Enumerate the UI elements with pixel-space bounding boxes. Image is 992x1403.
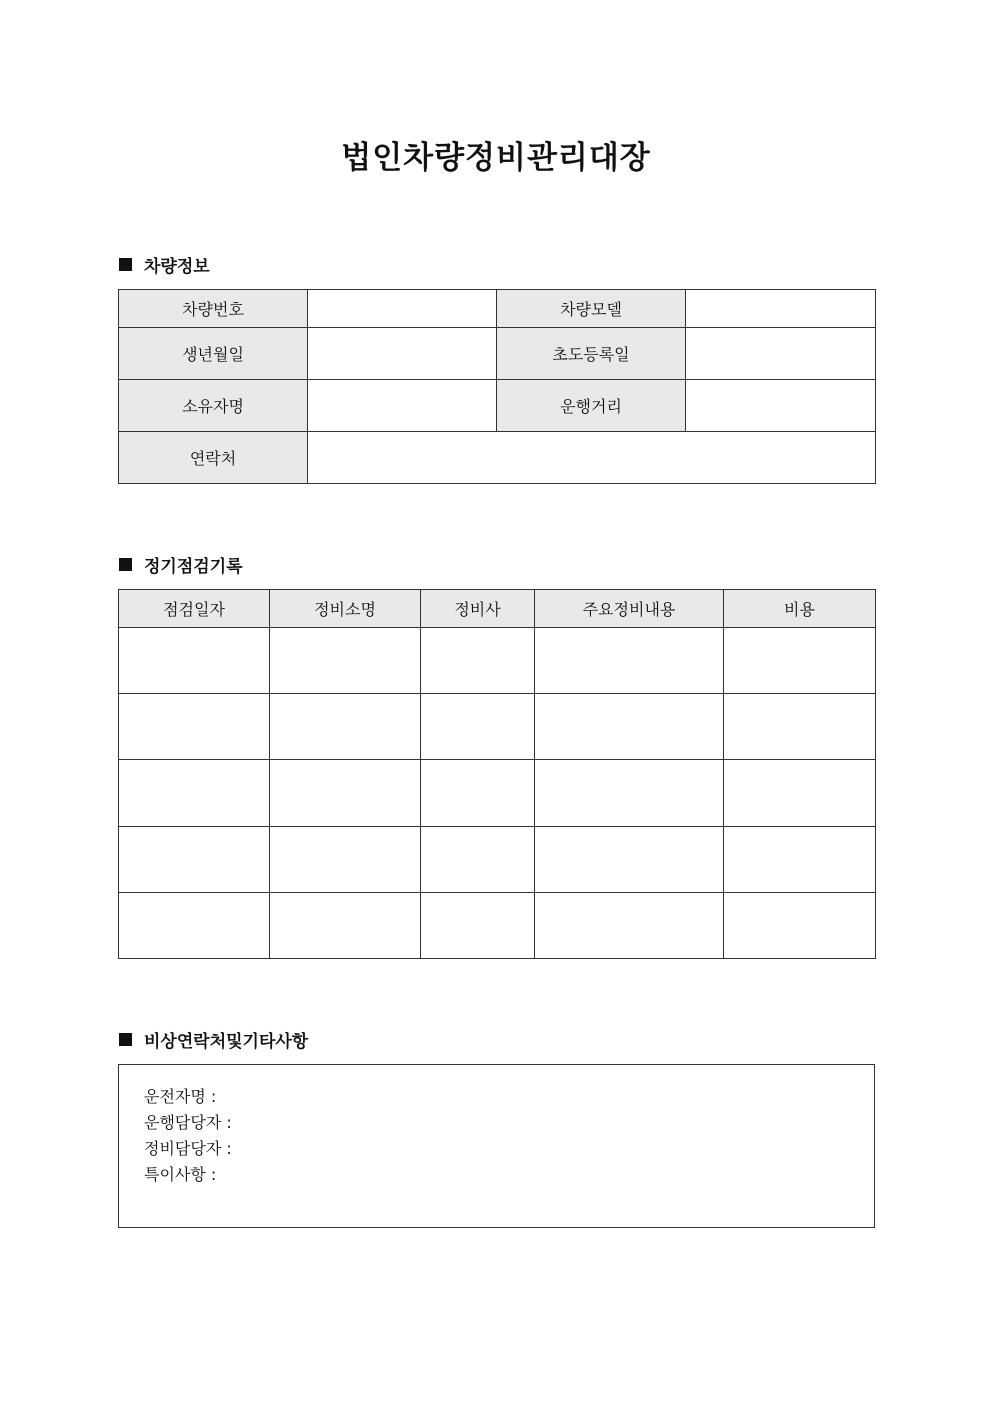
value-owner[interactable] (308, 380, 497, 432)
table-cell[interactable] (724, 694, 876, 760)
column-header-shop: 정비소명 (270, 590, 421, 628)
table-cell[interactable] (724, 827, 876, 893)
memo-line-operation-manager: 운행담당자 : (144, 1113, 232, 1132)
label-contact: 연락처 (119, 432, 308, 484)
memo-box[interactable] (118, 1064, 875, 1228)
table-cell[interactable] (535, 694, 724, 760)
square-bullet-icon (119, 558, 132, 571)
memo-line-notes: 특이사항 : (144, 1165, 217, 1184)
table-cell[interactable] (421, 694, 535, 760)
table-cell[interactable] (119, 893, 270, 959)
value-plate-no[interactable] (308, 290, 497, 328)
value-model[interactable] (686, 290, 876, 328)
table-cell[interactable] (421, 827, 535, 893)
column-header-mechanic: 정비사 (421, 590, 535, 628)
label-birthdate: 생년월일 (119, 328, 308, 380)
square-bullet-icon (119, 1033, 132, 1046)
table-cell[interactable] (270, 628, 421, 694)
table-cell[interactable] (270, 827, 421, 893)
value-mileage[interactable] (686, 380, 876, 432)
table-cell[interactable] (119, 760, 270, 827)
label-first-reg: 초도등록일 (497, 328, 686, 380)
table-cell[interactable] (421, 628, 535, 694)
section-heading-label: 비상연락처및기타사항 (144, 1031, 309, 1052)
table-cell[interactable] (724, 628, 876, 694)
table-cell[interactable] (724, 893, 876, 959)
section-heading-label: 정기점검기록 (144, 556, 243, 577)
table-cell[interactable] (270, 694, 421, 760)
table-cell[interactable] (119, 694, 270, 760)
value-birthdate[interactable] (308, 328, 497, 380)
section-heading-inspection (119, 552, 243, 576)
label-model: 차량모델 (497, 290, 686, 328)
table-cell[interactable] (535, 628, 724, 694)
table-row (119, 628, 876, 694)
table-cell[interactable] (270, 760, 421, 827)
section-heading-vehicle (119, 252, 210, 276)
table-cell[interactable] (421, 760, 535, 827)
table-cell[interactable] (421, 893, 535, 959)
table-cell[interactable] (535, 827, 724, 893)
table-row (119, 893, 876, 959)
label-plate-no: 차량번호 (119, 290, 308, 328)
section-heading-memo (119, 1027, 308, 1051)
vehicle-info-table (118, 289, 876, 484)
label-owner: 소유자명 (119, 380, 308, 432)
square-bullet-icon (119, 258, 132, 271)
column-header-cost: 비용 (724, 590, 876, 628)
table-cell[interactable] (270, 893, 421, 959)
table-cell[interactable] (724, 760, 876, 827)
table-cell[interactable] (119, 628, 270, 694)
table-cell[interactable] (535, 893, 724, 959)
table-row (119, 694, 876, 760)
memo-line-driver: 운전자명 : (144, 1087, 217, 1106)
table-row (119, 760, 876, 827)
column-header-date: 점검일자 (119, 590, 270, 628)
value-first-reg[interactable] (686, 328, 876, 380)
table-row (119, 827, 876, 893)
document-title: 법인차량정비관리대장 (341, 140, 651, 176)
value-contact[interactable] (308, 432, 876, 484)
table-cell[interactable] (119, 827, 270, 893)
section-heading-label: 차량정보 (144, 256, 210, 277)
label-mileage: 운행거리 (497, 380, 686, 432)
memo-line-maintenance-manager: 정비담당자 : (144, 1139, 232, 1158)
column-header-work: 주요정비내용 (535, 590, 724, 628)
inspection-record-table (118, 589, 876, 959)
table-cell[interactable] (535, 760, 724, 827)
